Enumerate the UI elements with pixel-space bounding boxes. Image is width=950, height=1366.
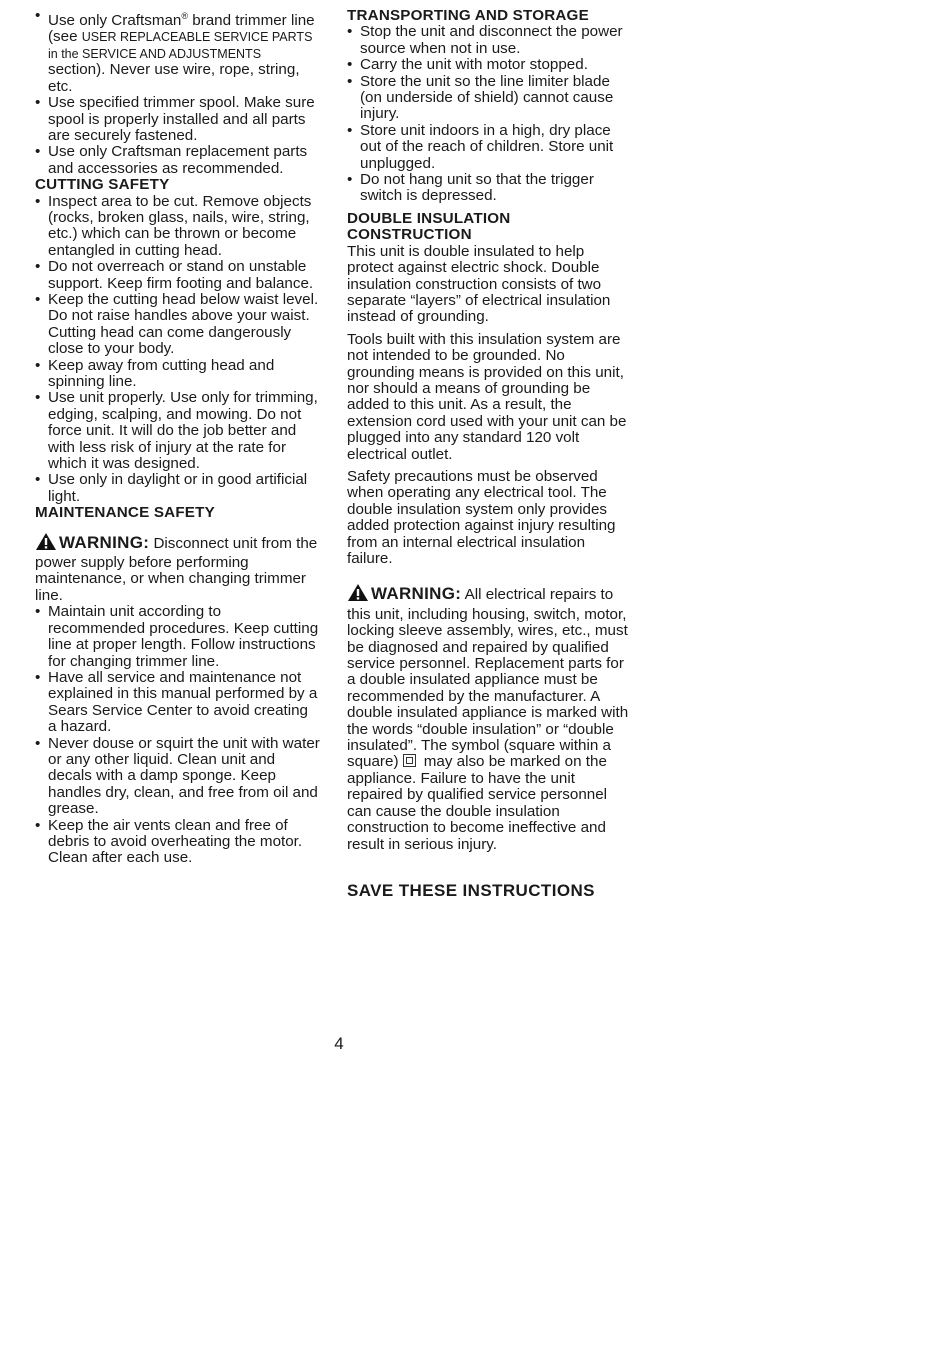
list-item: • Store the unit so the line limiter blade (on underside of shield) cannot cause injury. — [347, 74, 632, 123]
list-item: • Use specified trimmer spool. Make sure spool is properly installed and all parts are securely fastened. — [35, 95, 320, 144]
page-number: 4 — [334, 1034, 344, 1053]
section-heading-cutting-safety: CUTTING SAFETY — [35, 176, 170, 194]
list-item: • Use only Craftsman replacement parts and accessories as recommended. — [35, 144, 320, 177]
section-heading-transporting-storage: TRANSPORTING AND STORAGE — [347, 7, 589, 24]
left-column — [35, 8, 320, 867]
section-reference: USER REPLACEABLE SERVICE PARTS in the SERVICE AND ADJUSTMENTS — [48, 30, 313, 61]
list-item: • Do not overreach or stand on unstable support. Keep firm footing and balance. — [35, 259, 320, 292]
cutting-safety-list — [35, 194, 320, 506]
paragraph: Safety precautions must be observed when operating any electrical tool. The double insulation system only provides added protection against injury resulting from an internal electrical insulation failure. — [347, 467, 616, 567]
save-instructions: SAVE THESE INSTRUCTIONS — [347, 880, 595, 900]
double-insulation-symbol-icon — [403, 754, 416, 767]
list-item: • Have all service and maintenance not explained in this manual performed by a Sears Service Center to avoid creating a hazard. — [35, 670, 320, 736]
paragraph: Tools built with this insulation system are not intended to be grounded. No grounding means is provided on this unit, nor should a means of grounding be added to this unit. As a result, the extension cord used with your unit can be plugged into any standard 120 volt electrical outlet. — [347, 330, 627, 463]
section-heading-double-insulation: DOUBLE INSULATION CONSTRUCTION — [347, 209, 511, 244]
maintenance-warning: WARNING: Disconnect unit from the power supply before performing maintenance, or when changing trimmer line. — [35, 532, 318, 604]
list-item: • Use only Craftsman® brand trimmer line (see USER REPLACEABLE SERVICE PARTS in the SERVICE AND ADJUSTMENTS section). Never use wire, rope, string, etc. — [35, 8, 320, 95]
warning-triangle-icon — [35, 532, 57, 555]
section-heading-maintenance-safety: MAINTENANCE SAFETY — [35, 504, 215, 522]
right-column — [347, 8, 632, 899]
list-item: • Never douse or squirt the unit with water or any other liquid. Clean unit and decals with a damp sponge. Keep handles dry, clean, and free from oil and grease. — [35, 736, 320, 818]
list-item: • Do not hang unit so that the trigger switch is depressed. — [347, 172, 632, 205]
warning-triangle-icon — [347, 583, 369, 606]
registered-mark: ® — [181, 11, 188, 21]
list-item: • Keep the cutting head below waist level. Do not raise handles above your waist. Cutting head can come dangerously close to your body. — [35, 292, 320, 358]
list-item: • Use only in daylight or in good artificial light. — [35, 472, 320, 505]
list-item: • Maintain unit according to recommended procedures. Keep cutting line at proper length. Follow instructions for changing trimmer line. — [35, 604, 320, 670]
list-item: • Carry the unit with motor stopped. — [347, 57, 632, 73]
list-item: • Store unit indoors in a high, dry place out of the reach of children. Store unit unplugged. — [347, 123, 632, 172]
paragraph: This unit is double insulated to help protect against electric shock. Double insulation construction consists of two separate “layers” of electrical insulation instead of grounding. — [347, 242, 611, 326]
maintenance-safety-list — [35, 604, 320, 867]
list-item: • Keep away from cutting head and spinning line. — [35, 358, 320, 391]
list-item: • Stop the unit and disconnect the power source when not in use. — [347, 24, 632, 57]
warning-label: WARNING: — [371, 584, 462, 604]
list-item: • Keep the air vents clean and free of debris to avoid overheating the motor. Clean after each use. — [35, 818, 320, 867]
transport-storage-list — [347, 24, 632, 204]
list-item: • Inspect area to be cut. Remove objects (rocks, broken glass, nails, wire, string, etc.) which can be thrown or become entangled in cutting head. — [35, 194, 320, 260]
electrical-repairs-warning: WARNING: All electrical repairs to this unit, including housing, switch, motor, locking sleeve assembly, wires, etc., must be diagnosed and repaired by qualified service personnel. Replacement parts for a double insulated appliance must be recommended by the manufacturer. A double insulated appliance is marked with the words “double insulation” or “double insulated”. The symbol (square within a square) may also be marked on the appliance. Failure to have the unit repaired by qualified service personnel can cause the double insulation construction to become ineffective and result in serious injury. — [347, 584, 629, 853]
list-item: • Use unit properly. Use only for trimming, edging, scalping, and mowing. Do not force unit. It will do the job better and with less risk of injury at the rate for which it was designed. — [35, 390, 320, 472]
warning-label: WARNING: — [59, 532, 150, 552]
intro-list — [35, 8, 320, 177]
